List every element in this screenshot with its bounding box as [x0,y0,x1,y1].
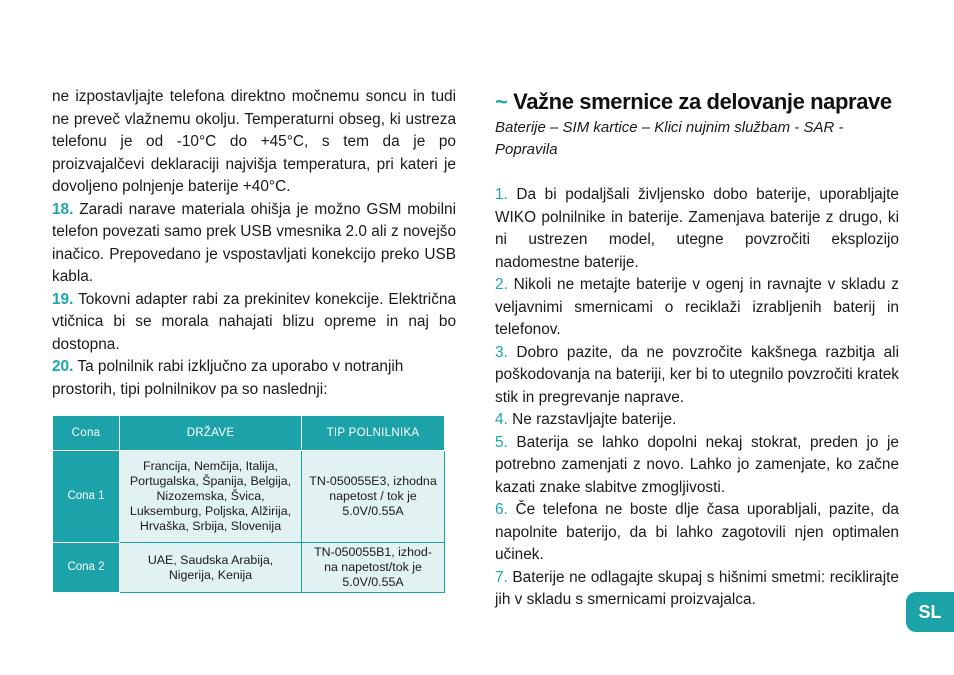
item-number: 3. [495,343,508,361]
guideline-list [495,184,899,612]
item-text: Dobro pazite, da ne povzročite kakšnega razbitja ali poškodovanja na bateriji, ker bi to utegnilo povzročiti kratek stik in pregrevanje naprave. [495,343,899,406]
list-item-20 [52,356,456,401]
list-item [495,342,899,410]
right-column [495,88,899,612]
countries-cell: Francija, Nemčija, Italija, Portugalska, Španija, Belgija, Nizozemska, Švica, Luksemburg, Poljska, Alžirija, Hrvaška, Srbija, Slovenija [120,451,302,543]
item-text: Nikoli ne metajte baterije v ogenj in ravnajte v skladu z veljavnimi smernicami o reciklaži izrabljenih baterij in telefonov. [495,276,900,338]
table-row [53,451,445,543]
item-number: 19. [52,290,74,308]
header-zone: Cona [53,416,120,451]
section-subtitle: Baterije – SIM kartice – Klici nujnim službam - SAR - Popravila [495,119,844,158]
table-header-row [53,416,445,451]
header-charger-type: TIP POLNILNIKA [302,416,445,451]
list-item [495,409,899,432]
charger-table-wrap [52,415,444,593]
tilde-mark: ~ [495,89,508,114]
item-number: 18. [52,200,74,218]
item-number: 4. [495,411,508,428]
item-number: 20. [52,358,74,375]
item-number: 2. [495,276,508,293]
item-text: Baterija se lahko dopolni nekaj stokrat, preden jo je potrebno zamenjati z novo. Lahko jo zamenjate, ko začne kazati znake slabitve zmogljivosti. [495,433,899,496]
table-row [53,543,445,593]
charger-table [52,415,445,593]
item-text: Da bi podaljšali življensko dobo baterije, uporabljajte WIKO polnilnike in baterije. Zamenjava baterije z drugo, ki ni ustrezen model, utegne povzročiti eksplozijo nadomestne baterije. [495,186,899,271]
item-number: 7. [495,568,508,586]
item-text: Ta polnilnik rabi izključno za uporabo v notranjih prostorih, tipi polnilnikov pa so naslednji: [52,358,404,398]
item-text: Če telefona ne boste dlje časa uporabljali, pazite, da napolnite baterijo, da bi lahko zagotovili njen optimalen učinek. [495,501,899,563]
heading-text: Važne smernice za delovanje naprave [513,89,892,114]
item-text: Ne razstavljajte baterije. [512,411,677,428]
list-item [495,184,899,274]
language-badge: SL [906,592,954,632]
list-item [495,499,899,567]
list-item [495,274,899,342]
zone-cell: Cona 2 [53,543,120,593]
charger-type-cell: TN-050055B1, izhod- na napetost/tok je 5.0V/0.55A [302,543,445,593]
header-countries: DRŽAVE [120,416,302,451]
left-column [52,86,456,593]
item-number: 1. [495,186,508,203]
item-text: Baterije ne odlagajte skupaj s hišnimi smetmi: reciklirajte jih v skladu s smernicami proizvajalca. [495,568,899,608]
zone-cell: Cona 1 [53,451,120,543]
charger-type-cell: TN-050055E3, izhodna napetost / tok je 5.0V/0.55A [302,451,445,543]
item-text: Zaradi narave materiala ohišja je možno GSM mobilni telefon povezati samo prek USB vmesnika 2.0 ali z novejšo inačico. Prepovedano je vspostavljati konekcijo preko USB kabla. [52,200,456,285]
section-heading [495,88,899,116]
list-item [495,567,899,612]
item-number: 6. [495,501,508,518]
list-item-18 [52,199,456,289]
countries-cell: UAE, Saudska Arabija, Nigerija, Kenija [120,543,302,593]
item-text: Tokovni adapter rabi za prekinitev konekcije. Električna vtičnica bi se morala nahajati blizu opreme in naj bo dostopna. [52,290,457,353]
list-item [495,432,899,500]
item-number: 5. [495,433,508,451]
list-item-19 [52,289,456,357]
intro-paragraph: ne izpostavljajte telefona direktno močnemu soncu in tudi ne preveč vlažnemu okolju. Temperaturni obseg, ki ustreza telefonu je od -10°C do +45°C, s tem da je po proizvajalčevi deklaraciji najvišja temperatura, pri kateri je dovoljeno polnjenje baterije +40°C. [52,88,456,195]
